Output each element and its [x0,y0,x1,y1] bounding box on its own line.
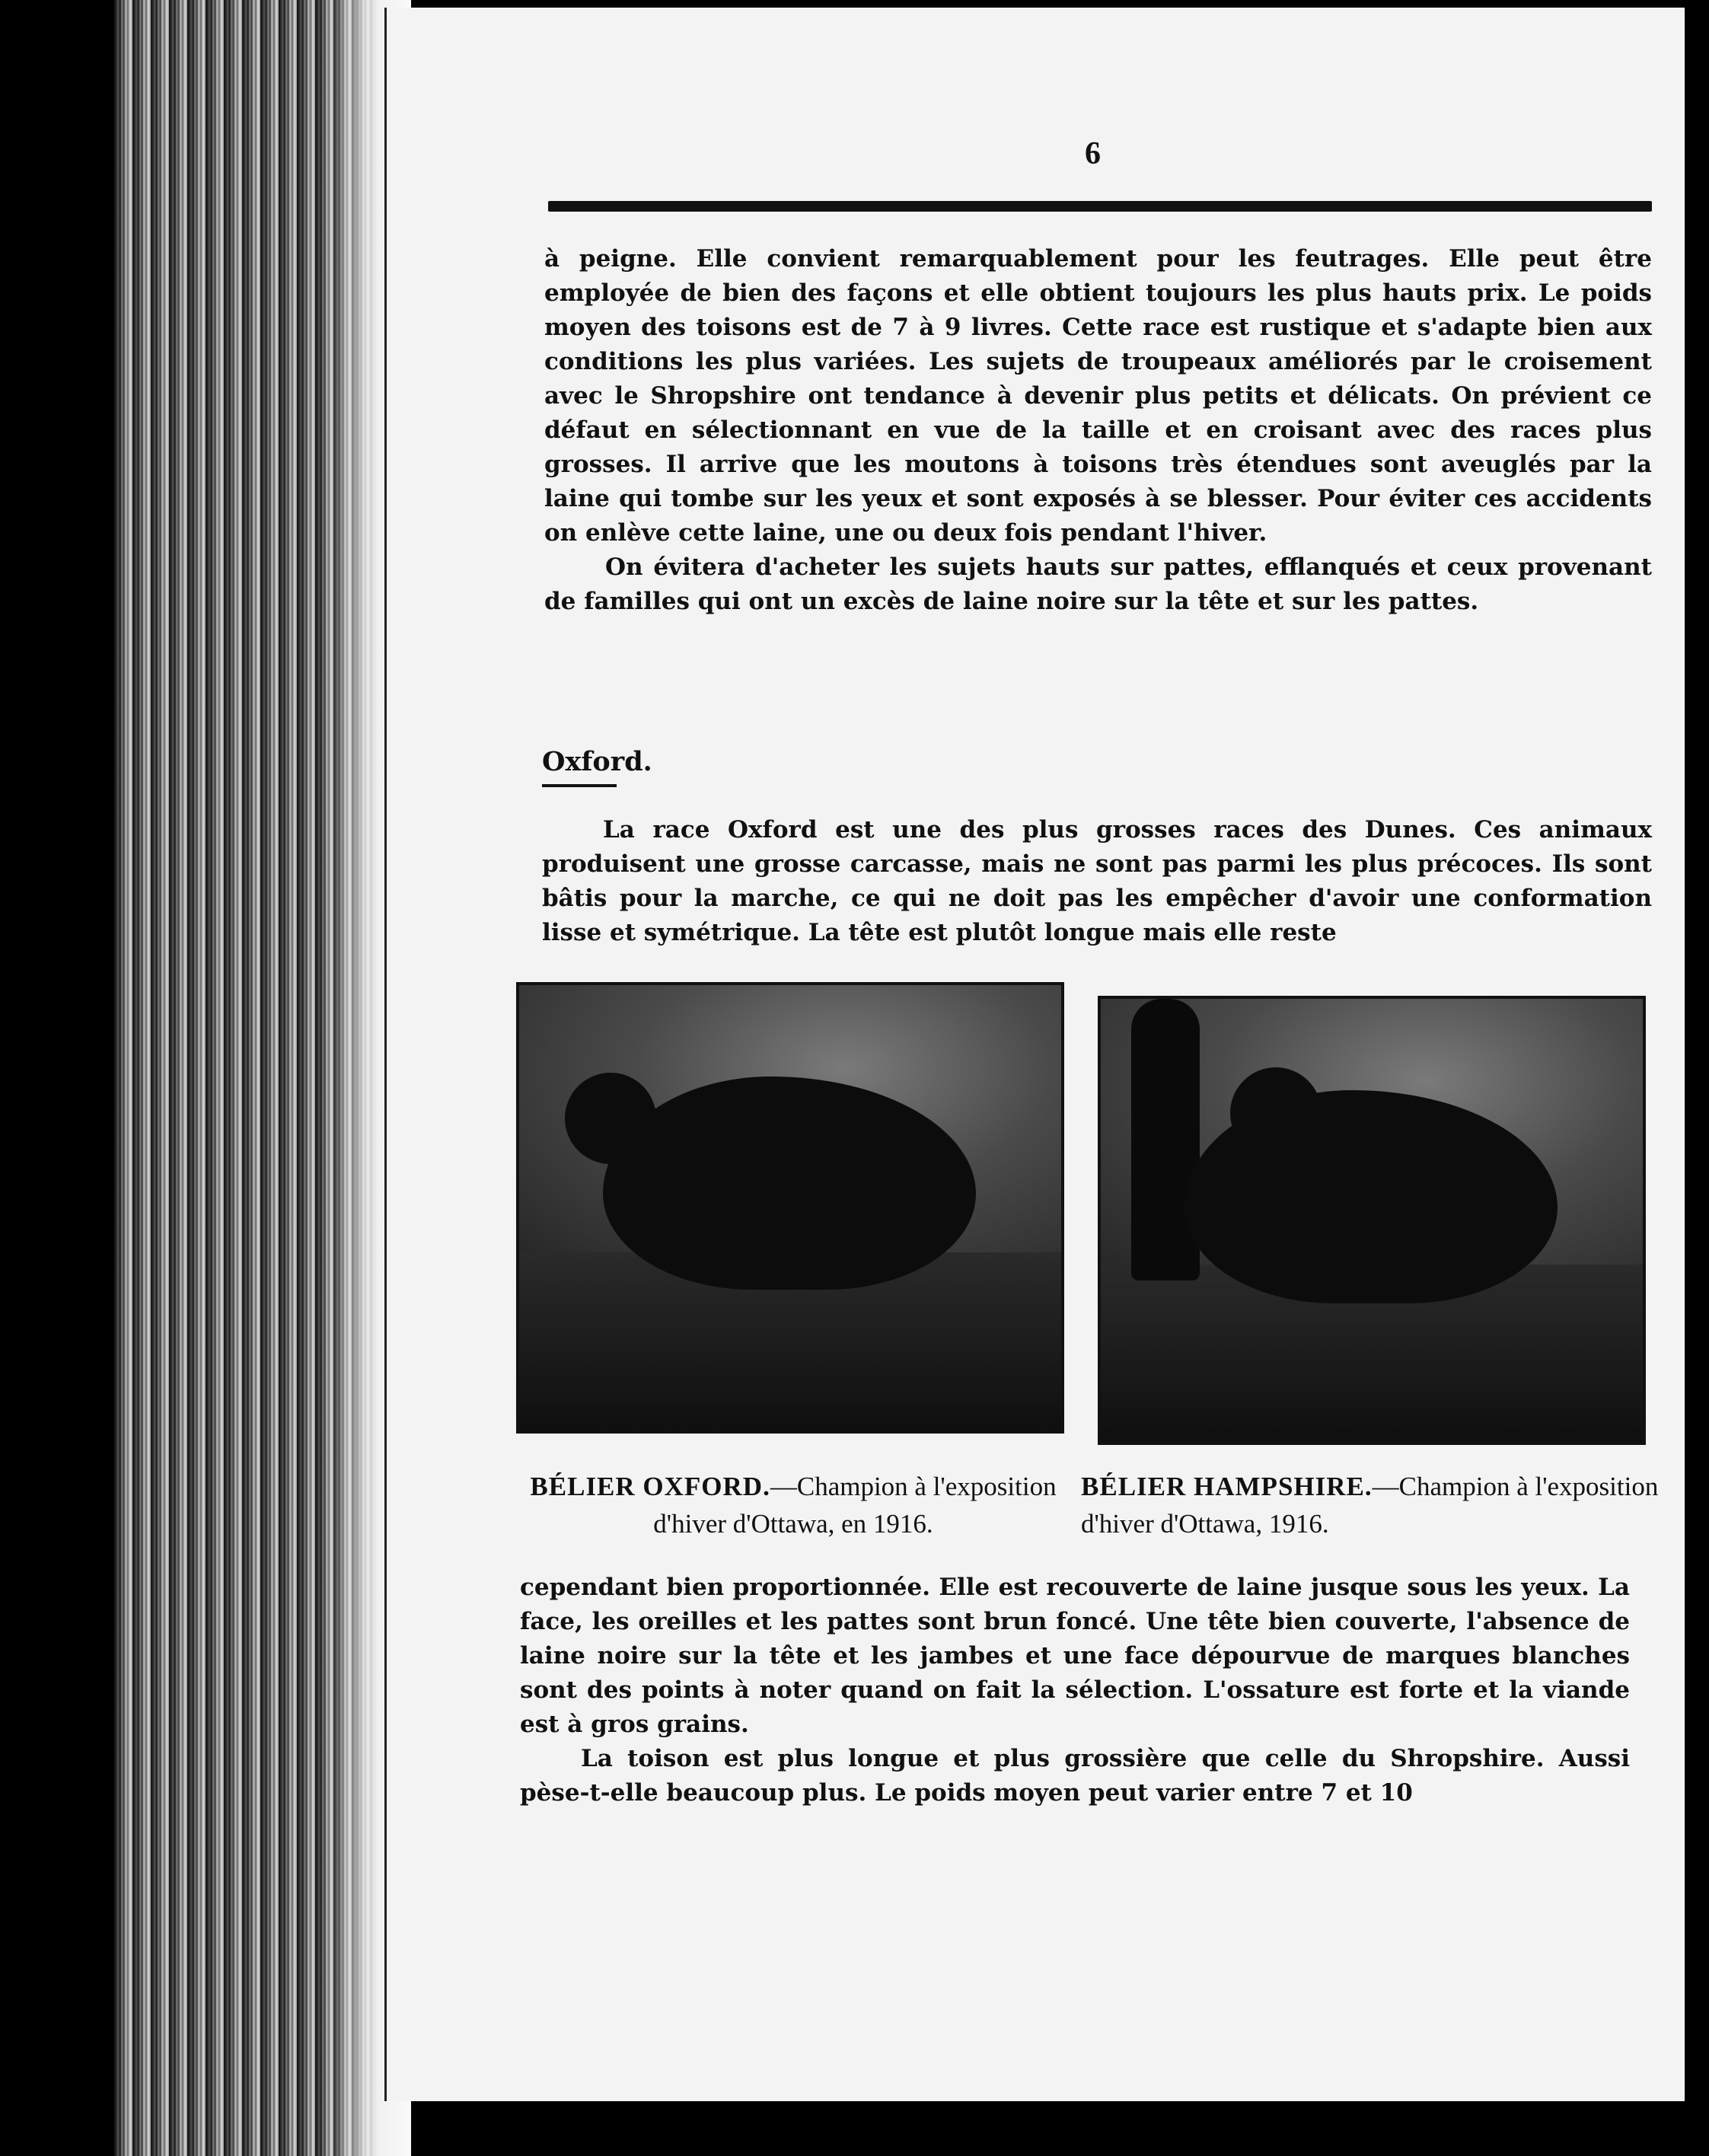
caption-text: —Champion à l'exposition d'hiver d'Ottawa, 1916. [1081,1472,1659,1539]
paragraph: à peigne. Elle convient remarquablement pour les feutrages. Elle peut être employée de bien des façons et elle obtient toujours les plus hauts prix. Le poids moyen des toisons est de 7 à 9 livres. Cette race est rustique et s'adapte bien aux conditions les plus variées. Les sujets de troupeaux améliorés par le croisement avec le Shropshire ont tendance à devenir plus petits et délicats. On prévient ce défaut en sélectionnant en vue de la taille et en croisant avec des races plus grosses. Il arrive que les moutons à toisons très étendues sont aveuglés par la laine qui tombe sur les yeux et sont exposés à se blesser. Pour éviter ces accidents on enlève cette laine, une ou deux fois pendant l'hiver. [544,245,1652,547]
header-rule [548,201,1652,212]
heading-underline [542,784,617,787]
paragraph: On évitera d'acheter les sujets hauts sur pattes, efflanqués et ceux provenant de familles qui ont un excès de laine noire sur la tête et sur les pattes. [544,553,1652,615]
caption-hampshire [1081,1468,1660,1542]
page-number: 6 [1085,136,1101,171]
sheep-head [1230,1067,1322,1159]
caption-title: BÉLIER HAMPSHIRE. [1081,1472,1373,1501]
text-block-bottom [520,1571,1630,1810]
text-block-top [544,242,1652,619]
paragraph: La toison est plus longue et plus grossière que celle du Shropshire. Aussi pèse-t-elle beaucoup plus. Le poids moyen peut varier entre 7 et 10 [520,1745,1630,1807]
text-block-oxford [542,813,1652,950]
photo-oxford-ram [516,982,1064,1434]
section-heading: Oxford. [542,746,652,777]
caption-oxford [504,1468,1082,1542]
caption-title: BÉLIER OXFORD. [530,1472,770,1501]
handler-figure [1131,999,1200,1281]
caption-text: —Champion à l'exposition d'hiver d'Ottawa, en 1916. [653,1472,1057,1539]
paragraph: La race Oxford est une des plus grosses races des Dunes. Ces animaux produisent une grosse carcasse, mais ne sont pas parmi les plus précoces. Ils sont bâtis pour la marche, ce qui ne doit pas les empêcher d'avoir une conformation lisse et symétrique. La tête est plutôt longue mais elle reste [542,816,1652,946]
paragraph: cependant bien proportionnée. Elle est recouverte de laine jusque sous les yeux. La face, les oreilles et les pattes sont brun foncé. Une tête bien couverte, l'absence de laine noire sur la tête et les jambes et une face dépourvue de marques blanches sont des points à noter quand on fait la sélection. L'ossature est forte et la viande est à gros grains. [520,1574,1630,1738]
photo-hampshire-ram [1098,996,1646,1445]
sheep-head [565,1073,656,1164]
